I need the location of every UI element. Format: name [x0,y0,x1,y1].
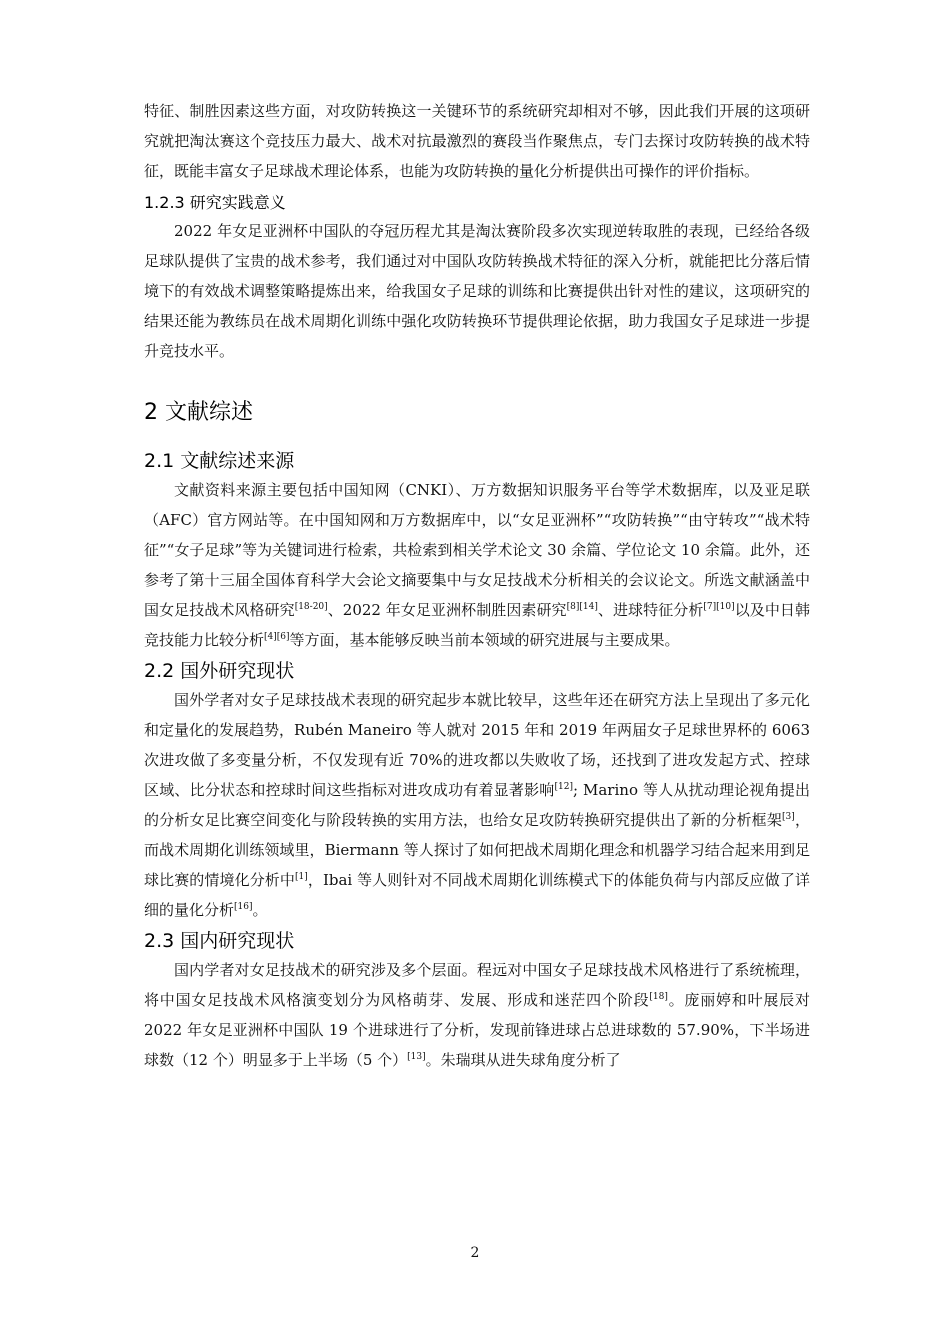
paragraph-foreign-research: 国外学者对女子足球技战术表现的研究起步本就比较早，这些年还在研究方法上呈现出了多元化和定量化的发展趋势，Rubén Maneiro 等人就对 2015 年和 2019 年两届女子足球世界杯的 6063 次进攻做了多变量分析，不仅发现有近 70%的进攻都以失败收了场，还找到了进攻发起方式、控球区域、比分状态和控球时间这些指标对进攻成功有着显著影响[12]; Marino 等人从扰动理论视角提出的分析女足比赛空间变化与阶段转换的实用方法，也给女足攻防转换研究提供出了新的分析框架[3]，而战术周期化训练领域里，Biermann 等人探讨了如何把战术周期化理念和机器学习结合起来用到足球比赛的情境化分析中[1]，Ibai 等人则针对不同战术周期化训练模式下的体能负荷与内部反应做了详细的量化分析[16]。 [144,691,810,919]
citation: [13] [407,1052,426,1062]
citation: [18] [649,992,668,1002]
section-heading-1-2-3: 1.2.3 研究实践意义 [144,193,286,212]
citation: [1] [295,872,308,882]
paragraph-literature-sources: 文献资料来源主要包括中国知网（CNKI）、万方数据知识服务平台等学术数据库，以及亚足联（AFC）官方网站等。在中国知网和万方数据库中，以“女足亚洲杯”“攻防转换”“由守转攻”“战术特征”“女子足球”等为关键词进行检索，共检索到相关学术论文 30 余篇、学位论文 10 余篇。此外，还参考了第十三届全国体育科学大会论文摘要集中与女足技战术分析相关的会议论文。所选文献涵盖中国女足技战术风格研究[18-20]、2022 年女足亚洲杯制胜因素研究[8][14]、进球特征分析[7][10]以及中日韩竞技能力比较分析[4][6]等方面，基本能够反映当前本领域的研究进展与主要成果。 [144,481,810,649]
paragraph-practical-significance: 2022 年女足亚洲杯中国队的夺冠历程尤其是淘汰赛阶段多次实现逆转取胜的表现，已经给各级足球队提供了宝贵的战术参考，我们通过对中国队攻防转换战术特征的深入分析，就能把比分落后情境下的有效战术调整策略提炼出来，给我国女子足球的训练和比赛提供出针对性的建议，这项研究的结果还能为教练员在战术周期化训练中强化攻防转换环节提供理论依据，助力我国女子足球进一步提升竞技水平。 [144,222,810,360]
page-number: 2 [470,1245,480,1261]
citation: [7][10] [703,602,735,612]
citation: [18-20] [294,602,328,612]
section-heading-2-2: 2.2 国外研究现状 [144,660,295,682]
section-heading-2-1: 2.1 文献综述来源 [144,450,295,472]
citation: [4][6] [264,632,290,642]
citation: [8][14] [566,602,598,612]
paragraph-intro-continued: 特征、制胜因素这些方面，对攻防转换这一关键环节的系统研究却相对不够，因此我们开展的这项研究就把淘汰赛这个竞技压力最大、战术对抗最激烈的赛段当作聚焦点，专门去探讨攻防转换的战术特征，既能丰富女子足球战术理论体系，也能为攻防转换的量化分析提供出可操作的评价指标。 [144,102,810,180]
citation: [16] [234,902,253,912]
citation: [3] [782,812,795,822]
section-heading-2-3: 2.3 国内研究现状 [144,930,295,952]
citation: [12] [554,782,573,792]
chapter-heading-2: 2 文献综述 [144,400,253,425]
paragraph-domestic-research: 国内学者对女足技战术的研究涉及多个层面。程远对中国女子足球技战术风格进行了系统梳理，将中国女足技战术风格演变划分为风格萌芽、发展、形成和迷茫四个阶段[18]。庞丽婷和叶展辰对 2022 年女足亚洲杯中国队 19 个进球进行了分析，发现前锋进球占总进球数的 57.90%，下半场进球数（12 个）明显多于上半场（5 个）[13]。朱瑞琪从进失球角度分析了 [144,961,810,1069]
